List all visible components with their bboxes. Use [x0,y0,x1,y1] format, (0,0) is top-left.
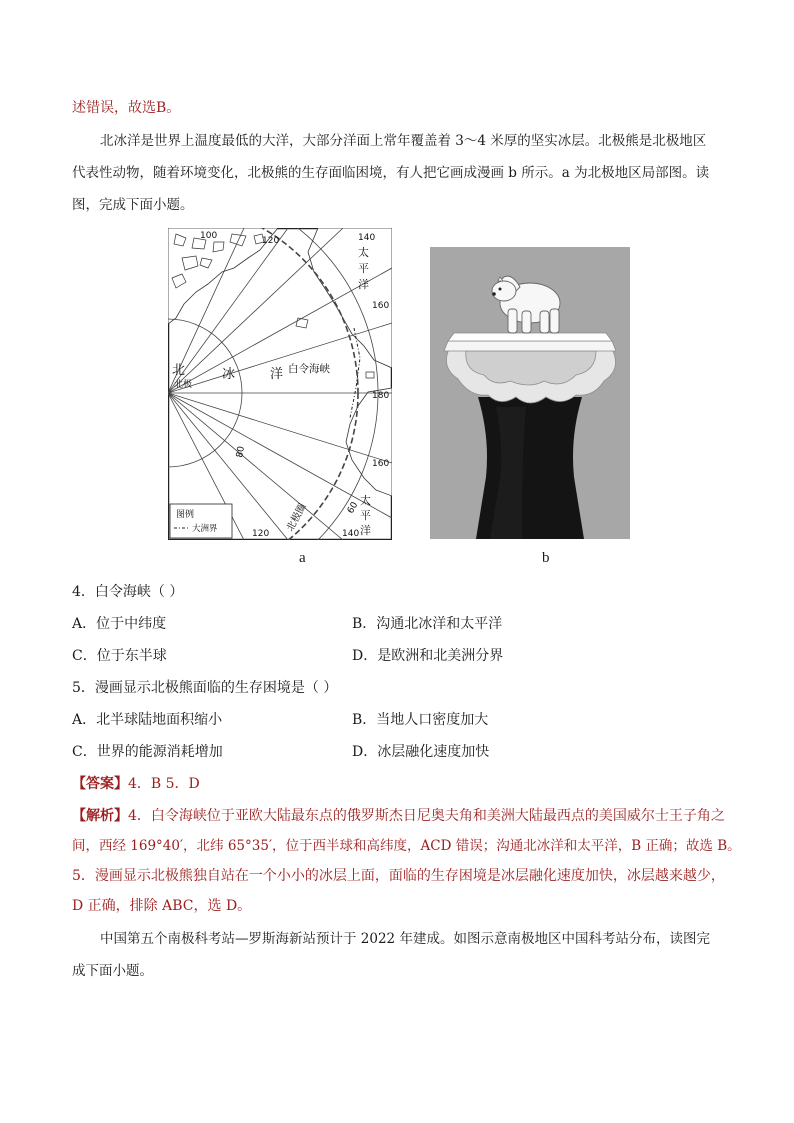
label-lon-160-top: 160 [372,301,390,311]
cartoon-svg [430,247,630,539]
intro-line-1: 北冰洋是世界上温度最低的大洋，大部分洋面上常年覆盖着 3～4 米厚的坚实冰层。北极熊是北极地区 [100,133,707,149]
label-pacific-bottom-2: 平 [360,509,371,522]
label-lat-60: 60 [345,500,361,516]
question-5-option-c: C．世界的能源消耗增加 [72,744,223,760]
answer-tag: 【答案】 [72,776,128,792]
label-pacific-bottom-1: 太 [360,494,371,507]
label-arctic-2: 冰 [222,367,236,382]
figure-a-arctic-map [168,228,392,540]
label-bering-strait: 白令海峡 [288,363,330,375]
analysis-line-1 [72,806,725,826]
question-4-option-d: D．是欧洲和北美洲分界 [352,648,504,664]
label-lon-120-bottom: 120 [252,529,270,539]
analysis-tag: 【解析】 [72,808,128,824]
legend-item: 大洲界 [192,524,218,534]
question-4-stem: 4．白令海峡（ ） [72,584,184,600]
figure-b-caption: b [542,550,550,566]
question-5-option-d: D．冰层融化速度加快 [352,744,490,760]
analysis-line-3: 5．漫画显示北极熊独自站在一个小小的冰层上面，面临的生存困境是冰层融化速度加快，冰层越来越少， [72,868,725,884]
intro-line-2: 代表性动物，随着环境变化，北极熊的生存面临困境，有人把它画成漫画 b 所示。a 为北极地区局部图。读 [72,165,710,181]
label-lon-180: 180 [372,391,390,401]
label-lon-140-bottom: 140 [342,529,360,539]
question-4-option-a: A．位于中纬度 [72,616,167,632]
next-intro-line-2: 成下面小题。 [72,963,153,979]
analysis-text-1: 4．白令海峡位于亚欧大陆最东点的俄罗斯杰日尼奥夫角和美洲大陆最西点的美国威尔士王子角之 [128,808,725,824]
figure-a-caption: a [299,550,306,566]
question-5-option-b: B．当地人口密度加大 [352,712,489,728]
question-4-option-c: C．位于东半球 [72,648,167,664]
intro-line-3: 图，完成下面小题。 [72,197,194,213]
question-4-option-b: B．沟通北冰洋和太平洋 [352,616,503,632]
arctic-map-svg [168,228,392,540]
answer-text: 4．B 5．D [128,776,200,792]
label-arctic-3: 洋 [270,367,284,382]
label-lon-140-top: 140 [358,233,376,243]
label-lon-160-bottom: 160 [372,459,390,469]
legend-title: 图例 [176,510,195,520]
figure-b-polar-bear-cartoon [430,247,630,539]
label-pacific-top-2: 平 [358,262,369,275]
question-5-stem: 5．漫画显示北极熊面临的生存困境是（ ） [72,680,338,696]
label-lat-80: 80 [235,445,247,459]
answer-line [72,774,722,794]
label-arctic-1: 北 [172,363,186,378]
question-5-option-a: A．北半球陆地面积缩小 [72,712,223,728]
label-lon-100: 100 [200,231,218,241]
label-north-pole: 北极 [174,380,193,390]
label-lon-120-top: 120 [262,236,280,246]
analysis-line-4: D 正确，排除 ABC，选 D。 [72,898,252,914]
label-pacific-top-1: 太 [358,246,369,259]
next-intro-line-1: 中国第五个南极科考站—罗斯海新站预计于 2022 年建成。如图示意南极地区中国科考站分布，读图完 [100,931,710,947]
label-pacific-bottom-3: 洋 [360,524,371,537]
label-arctic-circle: 北极圈 [284,501,309,534]
label-pacific-top-3: 洋 [358,278,369,291]
previous-answer-tail: 述错误，故选B。 [72,100,181,116]
analysis-line-2: 间，西经 169°40′，北纬 65°35′，位于西半球和高纬度，ACD 错误；沟通北冰洋和太平洋，B 正确；故选 B。 [72,838,741,854]
